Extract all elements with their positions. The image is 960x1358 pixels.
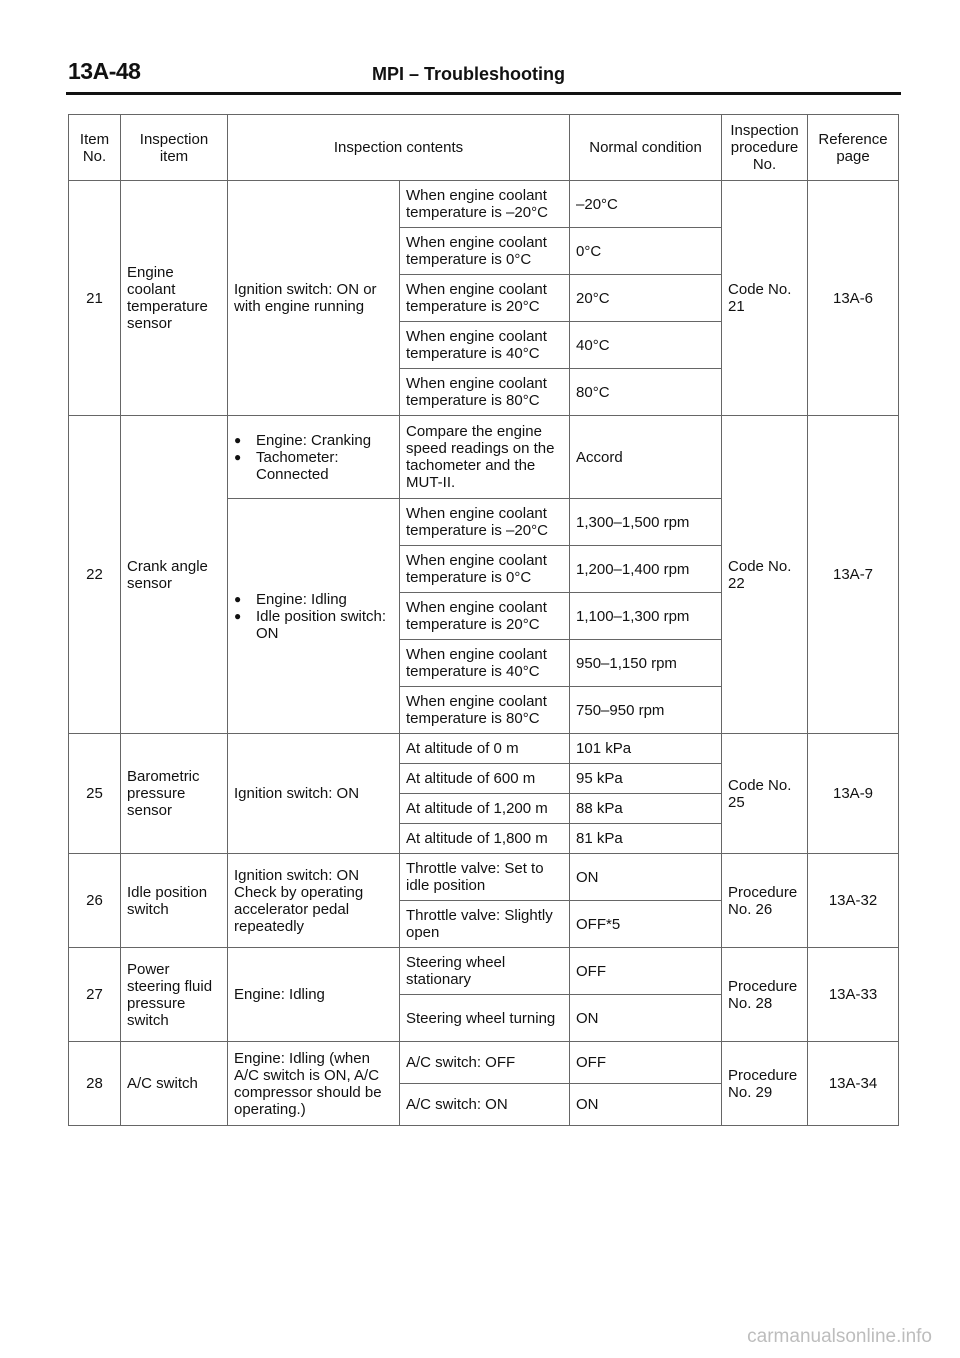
reference-page-cell: 13A-6 [808, 181, 899, 416]
normal-condition-cell: 20°C [570, 275, 722, 322]
condition-label-cell: When engine coolant temperature is 80°C [400, 687, 570, 734]
list-item: ● Engine: Cranking [234, 431, 372, 449]
normal-condition-cell: Accord [570, 416, 722, 499]
condition-label-cell: Throttle valve: Set to idle position [400, 854, 570, 901]
normal-condition-cell: 101 kPa [570, 734, 722, 764]
bullet-icon: ● [234, 432, 242, 447]
procedure-cell: Procedure No. 28 [722, 948, 808, 1042]
condition-label-cell: Compare the engine speed readings on the tachometer and the MUT-II. [400, 416, 570, 499]
inspection-contents-cell: Ignition switch: ON or with engine running [228, 181, 400, 416]
condition-label-cell: When engine coolant temperature is 40°C [400, 322, 570, 369]
table-row [69, 948, 899, 995]
normal-condition-cell: ON [570, 1084, 722, 1126]
condition-label-cell: A/C switch: ON [400, 1084, 570, 1126]
inspection-item-cell: Idle position switch [121, 854, 228, 948]
condition-label-cell: A/C switch: OFF [400, 1042, 570, 1084]
inspection-contents-cell: Ignition switch: ON Check by operating accelerator pedal repeatedly [228, 854, 400, 948]
condition-label-cell: Steering wheel stationary [400, 948, 570, 995]
item-no-cell: 27 [69, 948, 121, 1042]
table-row [69, 416, 899, 499]
header-divider [66, 92, 901, 95]
normal-condition-cell: 81 kPa [570, 824, 722, 854]
normal-condition-cell: OFF [570, 1042, 722, 1084]
inspection-item-cell: Crank angle sensor [121, 416, 228, 734]
condition-label-cell: At altitude of 1,200 m [400, 794, 570, 824]
list-item: ● Tachometer: Connected [234, 448, 339, 483]
procedure-cell: Code No. 22 [722, 416, 808, 734]
item-no-cell: 22 [69, 416, 121, 734]
item-no-cell: 25 [69, 734, 121, 854]
list-item: ● Idle position switch: ON [234, 607, 387, 642]
condition-label-cell: Steering wheel turning [400, 995, 570, 1042]
inspection-contents-cell [228, 499, 400, 734]
inspection-item-cell: A/C switch [121, 1042, 228, 1126]
normal-condition-cell: OFF [570, 948, 722, 995]
item-no-cell: 26 [69, 854, 121, 948]
table-row [69, 734, 899, 764]
procedure-cell: Code No. 25 [722, 734, 808, 854]
normal-condition-cell: ON [570, 854, 722, 901]
reference-page-cell: 13A-34 [808, 1042, 899, 1126]
condition-label-cell: When engine coolant temperature is 0°C [400, 546, 570, 593]
normal-condition-cell: ON [570, 995, 722, 1042]
header-normal-condition: Normal condition [570, 115, 722, 181]
header-inspection-item: Inspection item [121, 115, 228, 181]
inspection-contents-cell: Engine: Idling (when A/C switch is ON, A/C compressor should be operating.) [228, 1042, 400, 1126]
page-title: MPI – Troubleshooting [372, 64, 565, 84]
normal-condition-cell: 0°C [570, 228, 722, 275]
condition-label-cell: When engine coolant temperature is 80°C [400, 369, 570, 416]
normal-condition-cell: 950–1,150 rpm [570, 640, 722, 687]
bullet-icon: ● [234, 608, 242, 623]
reference-page-cell: 13A-32 [808, 854, 899, 948]
reference-page-cell: 13A-33 [808, 948, 899, 1042]
list-item: ● Engine: Idling [234, 590, 347, 608]
procedure-cell: Code No. 21 [722, 181, 808, 416]
normal-condition-cell: 40°C [570, 322, 722, 369]
procedure-cell: Procedure No. 26 [722, 854, 808, 948]
condition-label-cell: When engine coolant temperature is 40°C [400, 640, 570, 687]
table-header-row [69, 115, 899, 181]
table-row [69, 1042, 899, 1084]
header-inspection-procedure: Inspection procedure No. [722, 115, 808, 181]
condition-label-cell: When engine coolant temperature is –20°C [400, 499, 570, 546]
condition-label-cell: At altitude of 600 m [400, 764, 570, 794]
inspection-item-cell: Engine coolant temperature sensor [121, 181, 228, 416]
normal-condition-cell: 750–950 rpm [570, 687, 722, 734]
header-inspection-contents: Inspection contents [228, 115, 570, 181]
item-no-cell: 28 [69, 1042, 121, 1126]
inspection-item-cell: Power steering fluid pressure switch [121, 948, 228, 1042]
normal-condition-cell: 1,200–1,400 rpm [570, 546, 722, 593]
table-row [69, 854, 899, 901]
normal-condition-cell: OFF*5 [570, 901, 722, 948]
header-reference-page: Reference page [808, 115, 899, 181]
bullet-icon: ● [234, 449, 242, 464]
normal-condition-cell: 80°C [570, 369, 722, 416]
table-row [69, 181, 899, 228]
normal-condition-cell: –20°C [570, 181, 722, 228]
normal-condition-cell: 1,100–1,300 rpm [570, 593, 722, 640]
item-no-cell: 21 [69, 181, 121, 416]
inspection-contents-cell [228, 416, 400, 499]
troubleshooting-table [68, 114, 899, 1126]
header-item-no: Item No. [69, 115, 121, 181]
reference-page-cell: 13A-7 [808, 416, 899, 734]
condition-label-cell: When engine coolant temperature is 20°C [400, 593, 570, 640]
watermark: carmanualsonline.info [747, 1326, 932, 1347]
page-number: 13A-48 [68, 58, 141, 84]
procedure-cell: Procedure No. 29 [722, 1042, 808, 1126]
inspection-contents-cell: Engine: Idling [228, 948, 400, 1042]
reference-page-cell: 13A-9 [808, 734, 899, 854]
condition-label-cell: Throttle valve: Slightly open [400, 901, 570, 948]
normal-condition-cell: 95 kPa [570, 764, 722, 794]
condition-label-cell: At altitude of 0 m [400, 734, 570, 764]
condition-label-cell: When engine coolant temperature is 20°C [400, 275, 570, 322]
troubleshooting-table-container [68, 114, 898, 1124]
condition-label-cell: When engine coolant temperature is 0°C [400, 228, 570, 275]
normal-condition-cell: 88 kPa [570, 794, 722, 824]
bullet-icon: ● [234, 591, 242, 606]
condition-label-cell: At altitude of 1,800 m [400, 824, 570, 854]
condition-label-cell: When engine coolant temperature is –20°C [400, 181, 570, 228]
inspection-contents-cell: Ignition switch: ON [228, 734, 400, 854]
inspection-item-cell: Barometric pressure sensor [121, 734, 228, 854]
normal-condition-cell: 1,300–1,500 rpm [570, 499, 722, 546]
